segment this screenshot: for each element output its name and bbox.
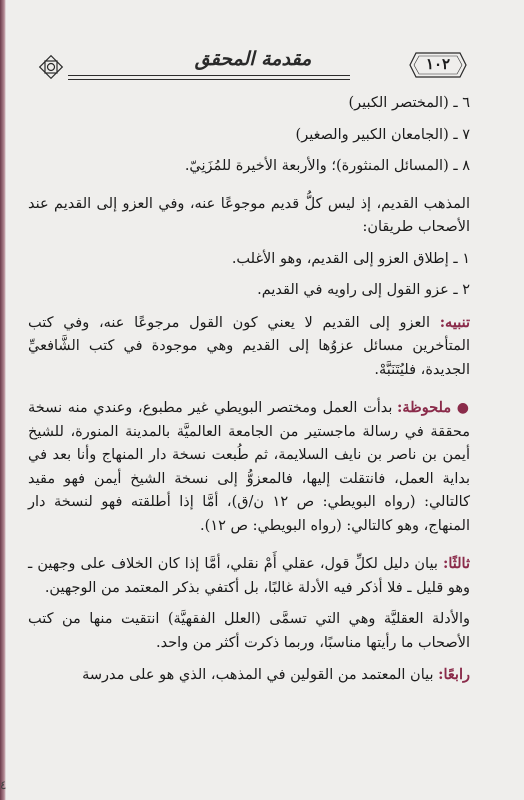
header-rule bbox=[68, 75, 350, 76]
page-header bbox=[38, 48, 470, 82]
page-edge bbox=[0, 0, 6, 800]
section-rabian bbox=[28, 663, 470, 688]
list-item: ٧ ـ (الجامعان الكبير والصغير) bbox=[295, 126, 470, 143]
section-label: ثالثًا: bbox=[442, 555, 470, 572]
list-item: ١ ـ إطلاق العزو إلى القديم، وهو الأغلب. bbox=[231, 250, 470, 267]
ornament-icon bbox=[38, 54, 64, 80]
section-text: بيان دليل لكلِّ قول، عقلي أَمْ نقلي، أمَّا إذا كان الخلاف على وجهين ـ وهو قليل ـ فلا أذكر فيه الأدلة غالبًا، بل أكتفي بذكر المعتمد من الوجهين. bbox=[28, 556, 470, 596]
note-label: ملحوظة: bbox=[397, 399, 452, 416]
section-label: رابعًا: bbox=[438, 666, 470, 683]
note-text: بدأت العمل ومختصر البويطي غير مطبوع، وعندي منه نسخة محققة في رسالة ماجستير من الجامعة العالميَّة بالمدينة المنورة، للشيخ أيمن بن ناصر بن نايف السلايمة، ثم طُبعت نسخة دار المنهاج وأنا بعد في بداية العمل، فانتقلت إليها، فالمعزوُّ إلى نسخة الشيخ أيمن فهو مقيد كالتالي: (رواه البويطي: ص ١٢ ن/ق)، أمَّا إذا أطلقته فهو لنسخة دار المنهاج، وهو كالتالي: (رواه البويطي: ص ١٢). bbox=[28, 400, 470, 534]
section-text: بيان المعتمد من القولين في المذهب، الذي هو على مدرسة bbox=[82, 667, 439, 683]
page-number: ١٠٢ bbox=[425, 55, 451, 73]
paragraph-madhab: المذهب القديم، إذ ليس كلُّ قديم موجوعًا عنه، وفي العزو إلى القديم عند الأصحاب طريقان: bbox=[28, 195, 470, 235]
paragraph-adilla: والأدلة العقليَّة وهي التي تسمَّى (العلل الفقهيَّة) انتقيت منها من كتب الأصحاب ما رأيتها مناسبًا، وربما ذكرت أكثر من واحد. bbox=[28, 611, 470, 651]
list-item: ٢ ـ عزو القول إلى راويه في القديم. bbox=[257, 282, 470, 298]
bullet-icon: ● bbox=[456, 400, 471, 416]
list-item: ٦ ـ (المختصر الكبير) bbox=[348, 95, 470, 111]
note-mulahaza bbox=[28, 396, 470, 538]
footer-mark: ٤ bbox=[0, 778, 7, 792]
section-thalithan bbox=[28, 552, 470, 600]
note-tanbih bbox=[28, 311, 470, 383]
page-body bbox=[28, 92, 470, 696]
list-item: ٨ ـ (المسائل المنثورة)؛ والأربعة الأخيرة للمُزَنِيّ. bbox=[184, 158, 470, 174]
header-rule-thin bbox=[68, 79, 350, 80]
note-label: تنبيه: bbox=[439, 313, 470, 331]
running-title: مقدمة المحقق bbox=[194, 48, 312, 70]
note-text: العزو إلى القديم لا يعني كون القول مرجوعًا عنه، وفي كتب المتأخرين مسائل عزوُها إلى القديم وهي موجودة في كتب الشَّافعيِّ الجديدة، فليُتَنَبَّهْ. bbox=[28, 314, 470, 378]
